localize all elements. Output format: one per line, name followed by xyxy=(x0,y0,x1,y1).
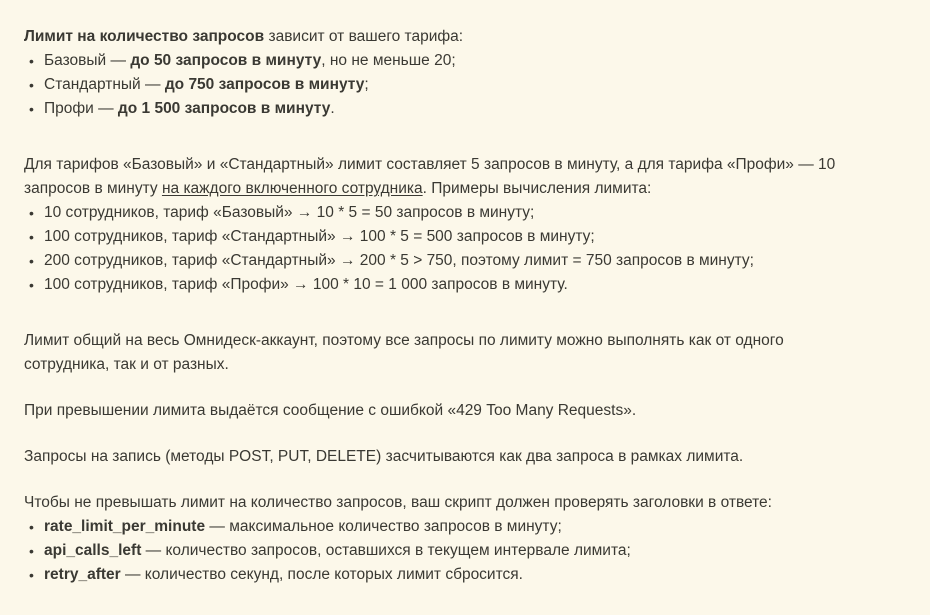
tariff-limit-bold: до 1 500 запросов в минуту xyxy=(117,100,331,117)
calc-paragraph xyxy=(24,153,906,201)
error-429-paragraph: При превышении лимита выдаётся сообщение с ошибкой «429 Too Many Requests». xyxy=(24,402,637,419)
header-item-api-calls-left xyxy=(24,539,906,563)
shared-limit-paragraph xyxy=(24,329,906,377)
header-name: rate_limit_per_minute xyxy=(44,518,206,535)
tariff-pre: Профи — xyxy=(44,100,118,117)
intro-paragraph xyxy=(24,25,906,49)
write-requests-paragraph: Запросы на запись (методы POST, PUT, DELETE) засчитываются как два запроса в рамках лимита. xyxy=(24,448,744,465)
calc-line2-post: . Примеры вычисления лимита: xyxy=(422,180,652,197)
header-name: api_calls_left xyxy=(44,542,142,559)
tariff-limit-bold: до 50 запросов в минуту xyxy=(130,52,322,69)
example-text: 10 сотрудников, тариф «Базовый» → 10 * 5 = 50 запросов в минуту; xyxy=(44,204,535,221)
headers-intro-paragraph: Чтобы не превышать лимит на количество запросов, ваш скрипт должен проверять заголовки в ответе: xyxy=(24,494,772,511)
included-employee-underlined-text[interactable]: на каждого включенного сотрудника xyxy=(161,180,423,197)
shared-line1: Лимит общий на весь Омнидеск-аккаунт, поэтому все запросы по лимиту можно выполнять как от одного xyxy=(24,332,784,349)
intro-bold-text: Лимит на количество запросов xyxy=(24,28,265,45)
example-text: 200 сотрудников, тариф «Стандартный» → 200 * 5 > 750, поэтому лимит = 750 запросов в минуту; xyxy=(44,252,754,269)
header-item-rate-limit-per-minute xyxy=(24,515,906,539)
tariff-item-pro xyxy=(24,97,906,121)
example-item-standard-100 xyxy=(24,225,906,249)
tariff-post: , но не меньше 20; xyxy=(321,52,456,69)
tariff-limit-bold: до 750 запросов в минуту xyxy=(164,76,365,93)
example-text: 100 сотрудников, тариф «Профи» → 100 * 10 = 1 000 запросов в минуту. xyxy=(44,276,568,293)
header-desc: — количество запросов, оставшихся в текущем интервале лимита; xyxy=(141,542,631,559)
header-name: retry_after xyxy=(44,566,121,583)
shared-line2: сотрудника, так и от разных. xyxy=(24,356,229,373)
tariff-pre: Стандартный — xyxy=(44,76,165,93)
intro-rest-text: зависит от вашего тарифа: xyxy=(264,28,464,45)
calc-line2-pre: запросов в минуту xyxy=(24,180,162,197)
example-item-basic-10 xyxy=(24,201,906,225)
tariff-post: ; xyxy=(364,76,369,93)
response-headers-list xyxy=(24,515,906,597)
tariff-limits-list xyxy=(24,49,906,131)
header-item-retry-after xyxy=(24,563,906,587)
example-item-standard-200 xyxy=(24,249,906,273)
tariff-item-standard xyxy=(24,73,906,97)
tariff-post: . xyxy=(330,100,335,117)
examples-list xyxy=(24,201,906,307)
tariff-pre: Базовый — xyxy=(44,52,131,69)
calc-line1: Для тарифов «Базовый» и «Стандартный» лимит составляет 5 запросов в минуту, а для тарифа «Профи» — 10 xyxy=(24,156,836,173)
tariff-item-basic xyxy=(24,49,906,73)
example-item-pro-100 xyxy=(24,273,906,297)
example-text: 100 сотрудников, тариф «Стандартный» → 100 * 5 = 500 запросов в минуту; xyxy=(44,228,595,245)
header-desc: — максимальное количество запросов в минуту; xyxy=(205,518,562,535)
header-desc: — количество секунд, после которых лимит сбросится. xyxy=(120,566,523,583)
